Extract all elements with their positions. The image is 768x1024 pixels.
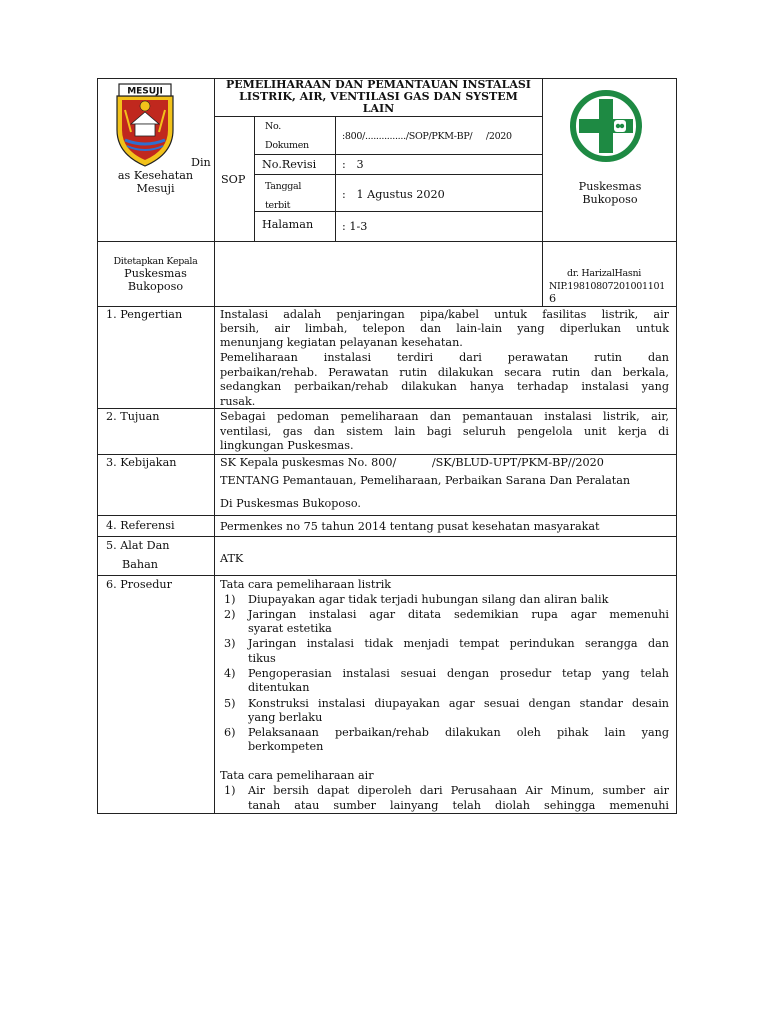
- row-line: [97, 536, 677, 537]
- listrik-item-line: syarat estetika: [248, 622, 332, 635]
- air-item-line: tanah atau sumber lainyang telah diolah sehingga memenuhi: [248, 799, 669, 812]
- mesuji-emblem-logo: [111, 82, 179, 168]
- document-title-line3: LAIN: [362, 102, 395, 115]
- listrik-item-number: 3): [224, 637, 236, 650]
- listrik-item-number: 6): [224, 726, 236, 739]
- no-revisi-value: : 3: [342, 158, 364, 171]
- listrik-item-line: tikus: [248, 652, 276, 665]
- halaman-value: : 1-3: [342, 220, 368, 233]
- mesuji-logo-text: MESUJI: [127, 86, 163, 97]
- signer-name: dr. HarizalHasni: [567, 268, 642, 279]
- no-dokumen-label-1: No.: [265, 121, 281, 132]
- pengertian-line: sedangkan perbaikan/rehab dilakukan hanya terhadap instalasi yang: [220, 380, 669, 393]
- referensi-text: Permenkes no 75 tahun 2014 tentang pusat kesehatan masyarakat: [220, 520, 600, 533]
- listrik-item-line: Jaringan instalasi tidak menjadi tempat perindukan serangga dan: [248, 637, 669, 650]
- tanggal-label-1: Tanggal: [265, 181, 302, 192]
- document-title-line1: PEMELIHARAAN DAN PEMANTAUAN INSTALASI: [226, 78, 531, 91]
- body-column-divider: [214, 306, 215, 814]
- ditetapkan-line1: Ditetapkan Kepala: [113, 256, 198, 267]
- tujuan-label: 2. Tujuan: [106, 410, 160, 423]
- meta-row-line: [254, 154, 543, 155]
- listrik-item-line: Konstruksi instalasi diupayakan agar sesuai dengan standar desain: [248, 697, 669, 710]
- listrik-title: Tata cara pemeliharaan listrik: [220, 578, 392, 591]
- listrik-item-number: 5): [224, 697, 236, 710]
- kebijakan-line1: SK Kepala puskesmas No. 800/ /SK/BLUD-UPT/PKM-BP//2020: [220, 456, 604, 469]
- listrik-item-line: berkompeten: [248, 740, 324, 753]
- puskesmas-cross-logo: [568, 85, 644, 167]
- tujuan-line: Sebagai pedoman pemeliharaan dan pemantauan instalasi listrik, air,: [220, 410, 669, 423]
- puskesmas-line1: Puskesmas: [578, 180, 642, 193]
- sop-label: SOP: [221, 173, 246, 186]
- row-line: [97, 575, 677, 576]
- meta-sop-divider: [254, 116, 255, 242]
- pengertian-line: bersih, air limbah, telepon dan lain-lain yang diperlukan untuk: [220, 322, 669, 335]
- listrik-item-line: Jaringan instalasi agar ditata sedemikian rupa agar memenuhi: [248, 608, 669, 621]
- dinas-line3: Mesuji: [136, 182, 175, 195]
- approval-divider-left: [214, 241, 215, 307]
- referensi-label: 4. Referensi: [106, 519, 175, 532]
- pengertian-line: menunjang kegiatan pelayanan kesehatan.: [220, 336, 463, 349]
- pengertian-line: rusak.: [220, 395, 256, 408]
- tujuan-line: ventilasi, gas dan sistem lain bagi seluruh pengelola unit kerja di: [220, 425, 669, 438]
- tujuan-line: lingkungan Puskesmas.: [220, 439, 354, 452]
- kebijakan-label: 3. Kebijakan: [106, 456, 177, 469]
- meta-row-line: [254, 211, 543, 212]
- listrik-item-number: 1): [224, 593, 236, 606]
- pengertian-line: Pemeliharaan instalasi terdiri dari perawatan rutin dan: [220, 351, 669, 364]
- listrik-item-line: Diupayakan agar tidak terjadi hubungan silang dan aliran balik: [248, 593, 609, 606]
- alat-text: ATK: [220, 552, 244, 565]
- ditetapkan-line3: Bukoposo: [127, 280, 184, 293]
- listrik-item-line: Pelaksanaan perbaikan/rehab dilakukan oleh pihak lain yang: [248, 726, 669, 739]
- signer-nip: NIP.19810807201001101: [549, 281, 666, 292]
- alat-label-2: Bahan: [122, 558, 158, 571]
- approval-divider-right: [542, 241, 543, 307]
- pengertian-label: 1. Pengertian: [106, 308, 183, 321]
- air-title: Tata cara pemeliharaan air: [220, 769, 374, 782]
- listrik-item-number: 4): [224, 667, 236, 680]
- listrik-item-line: Pengoperasian instalasi sesuai dengan prosedur tetap yang telah: [248, 667, 669, 680]
- signer-nip-end: 6: [549, 292, 557, 305]
- puskesmas-line2: Bukoposo: [582, 193, 638, 206]
- air-item-line: Air bersih dapat diperoleh dari Perusahaan Air Minum, sumber air: [248, 784, 669, 797]
- row-line: [97, 515, 677, 516]
- kebijakan-line2: TENTANG Pemantauan, Pemeliharaan, Perbaikan Sarana Dan Peralatan: [220, 474, 631, 487]
- pengertian-line: Instalasi adalah penjaringan pipa/kabel untuk fasilitas listrik, air: [220, 308, 669, 321]
- tanggal-label-2: terbit: [265, 200, 291, 211]
- pengertian-line: perbaikan/rehab. Perawatan rutin dilakukan secara rutin dan berkala,: [220, 366, 669, 379]
- no-revisi-label: No.Revisi: [262, 158, 317, 171]
- no-dokumen-value: :800/.............../SOP/PKM-BP/ /2020: [342, 131, 512, 142]
- dinas-line1: Din: [191, 156, 211, 169]
- no-dokumen-label-2: Dokumen: [265, 140, 309, 151]
- dinas-line2: as Kesehatan: [117, 169, 194, 182]
- ditetapkan-line2: Puskesmas: [124, 267, 187, 280]
- meta-row-line: [254, 174, 543, 175]
- halaman-label: Halaman: [262, 218, 314, 231]
- prosedur-label: 6. Prosedur: [106, 578, 172, 591]
- air-item-number: 1): [224, 784, 236, 797]
- meta-value-divider: [335, 116, 336, 242]
- tanggal-value: : 1 Agustus 2020: [342, 188, 445, 201]
- document-title-line2: LISTRIK, AIR, VENTILASI GAS DAN SYSTEM: [239, 90, 518, 103]
- listrik-item-number: 2): [224, 608, 236, 621]
- listrik-item-line: yang berlaku: [248, 711, 323, 724]
- alat-label-1: 5. Alat Dan: [106, 539, 170, 552]
- kebijakan-line3: Di Puskesmas Bukoposo.: [220, 497, 361, 510]
- listrik-item-line: ditentukan: [248, 681, 310, 694]
